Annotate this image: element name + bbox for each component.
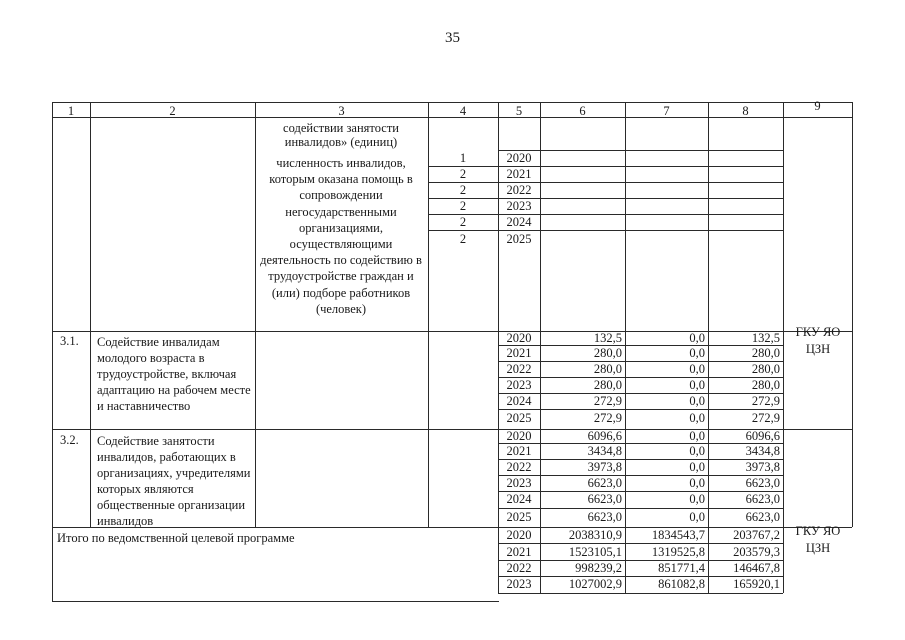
col-header: 9 xyxy=(814,99,821,113)
value-cell: 280,0 xyxy=(593,362,622,376)
value-cell: 0,0 xyxy=(689,394,705,408)
year-cell: 2020 xyxy=(506,429,532,443)
value-cell: 272,9 xyxy=(751,394,780,408)
value-cell: 0,0 xyxy=(689,429,705,443)
col4-value: 2 xyxy=(459,199,467,213)
value-cell: 3973,8 xyxy=(587,460,622,474)
value-cell: 6623,0 xyxy=(587,492,622,506)
value-cell: 0,0 xyxy=(689,411,705,425)
value-cell: 0,0 xyxy=(689,444,705,458)
year-cell: 2020 xyxy=(506,528,532,542)
value-cell: 1319525,8 xyxy=(651,545,705,559)
section-number: 3.2. xyxy=(60,433,79,447)
year-cell: 2022 xyxy=(506,362,532,376)
value-cell: 280,0 xyxy=(751,362,780,376)
year-cell: 2020 xyxy=(506,151,532,165)
value-cell: 6623,0 xyxy=(745,492,780,506)
page-number: 35 xyxy=(445,30,460,46)
indicator-text: численность инвалидов, которым оказана помощь в сопровождении негосударственными организациями, осуществляющими деятельность по содействию в трудоустройстве граждан и (или) подборе работников (человек) xyxy=(260,156,422,316)
value-cell: 0,0 xyxy=(689,476,705,490)
indicator-text: содействии занятости инвалидов» (единиц) xyxy=(283,121,399,149)
value-cell: 861082,8 xyxy=(658,577,705,591)
section-name: Содействие занятости инвалидов, работающих в организациях, учредителями которых являются общественные организации инвалидов xyxy=(97,434,251,528)
total-label: Итого по ведомственной целевой программе xyxy=(57,531,295,545)
rule xyxy=(52,102,852,103)
rule xyxy=(783,102,784,593)
col4-value: 2 xyxy=(459,167,467,181)
col4-value: 2 xyxy=(459,215,467,229)
value-cell: 0,0 xyxy=(689,378,705,392)
value-cell: 0,0 xyxy=(689,460,705,474)
value-cell: 0,0 xyxy=(689,510,705,524)
year-cell: 2022 xyxy=(506,460,532,474)
col-header: 6 xyxy=(579,104,586,118)
value-cell: 132,5 xyxy=(593,331,622,345)
value-cell: 2038310,9 xyxy=(568,528,622,542)
rule xyxy=(52,601,499,602)
executor: ГКУ ЯО ЦЗН xyxy=(795,325,841,356)
year-cell: 2021 xyxy=(506,444,532,458)
value-cell: 132,5 xyxy=(751,331,780,345)
value-cell: 203579,3 xyxy=(733,545,780,559)
col4-value: 1 xyxy=(459,151,467,165)
year-cell: 2021 xyxy=(506,167,532,181)
value-cell: 203767,2 xyxy=(733,528,780,542)
value-cell: 0,0 xyxy=(689,362,705,376)
rule xyxy=(428,102,429,527)
value-cell: 280,0 xyxy=(751,378,780,392)
year-cell: 2021 xyxy=(506,545,532,559)
col-header: 2 xyxy=(169,104,176,118)
value-cell: 0,0 xyxy=(689,331,705,345)
col-header: 4 xyxy=(459,104,467,118)
value-cell: 280,0 xyxy=(593,346,622,360)
year-cell: 2022 xyxy=(506,561,532,575)
rule xyxy=(852,102,853,527)
value-cell: 3434,8 xyxy=(587,444,622,458)
year-cell: 2022 xyxy=(506,183,532,197)
rule xyxy=(90,102,91,527)
value-cell: 280,0 xyxy=(593,378,622,392)
col-header: 7 xyxy=(663,104,670,118)
value-cell: 3434,8 xyxy=(745,444,780,458)
value-cell: 0,0 xyxy=(689,346,705,360)
value-cell: 165920,1 xyxy=(733,577,780,591)
rule xyxy=(52,102,53,601)
value-cell: 6623,0 xyxy=(745,476,780,490)
rule xyxy=(428,230,783,231)
year-cell: 2023 xyxy=(506,199,532,213)
value-cell: 0,0 xyxy=(689,492,705,506)
year-cell: 2025 xyxy=(506,232,532,246)
col-header: 1 xyxy=(67,104,75,118)
value-cell: 998239,2 xyxy=(575,561,622,575)
value-cell: 146467,8 xyxy=(733,561,780,575)
value-cell: 1523105,1 xyxy=(568,545,622,559)
year-cell: 2025 xyxy=(506,510,532,524)
section-number: 3.1. xyxy=(60,334,79,348)
year-cell: 2024 xyxy=(506,394,532,408)
year-cell: 2020 xyxy=(506,331,532,345)
year-cell: 2023 xyxy=(506,476,532,490)
col-header: 5 xyxy=(515,104,523,118)
value-cell: 272,9 xyxy=(593,394,622,408)
year-cell: 2023 xyxy=(506,378,532,392)
year-cell: 2025 xyxy=(506,411,532,425)
year-cell: 2021 xyxy=(506,346,532,360)
value-cell: 6096,6 xyxy=(745,429,780,443)
col-header: 8 xyxy=(742,104,749,118)
value-cell: 280,0 xyxy=(751,346,780,360)
executor: ГКУ ЯО ЦЗН xyxy=(795,524,841,555)
value-cell: 6623,0 xyxy=(587,476,622,490)
year-cell: 2024 xyxy=(506,492,532,506)
col4-value: 2 xyxy=(459,232,467,246)
value-cell: 6096,6 xyxy=(587,429,622,443)
value-cell: 1834543,7 xyxy=(651,528,705,542)
value-cell: 851771,4 xyxy=(658,561,705,575)
col-header: 3 xyxy=(338,104,345,118)
rule xyxy=(498,593,783,594)
year-cell: 2024 xyxy=(506,215,532,229)
year-cell: 2023 xyxy=(506,577,532,591)
section-name: Содействие инвалидам молодого возраста в трудоустройстве, включая адаптацию на рабочем месте и наставничество xyxy=(97,335,251,413)
value-cell: 6623,0 xyxy=(745,510,780,524)
value-cell: 1027002,9 xyxy=(568,577,622,591)
value-cell: 272,9 xyxy=(593,411,622,425)
value-cell: 272,9 xyxy=(751,411,780,425)
value-cell: 3973,8 xyxy=(745,460,780,474)
col4-value: 2 xyxy=(459,183,467,197)
value-cell: 6623,0 xyxy=(587,510,622,524)
